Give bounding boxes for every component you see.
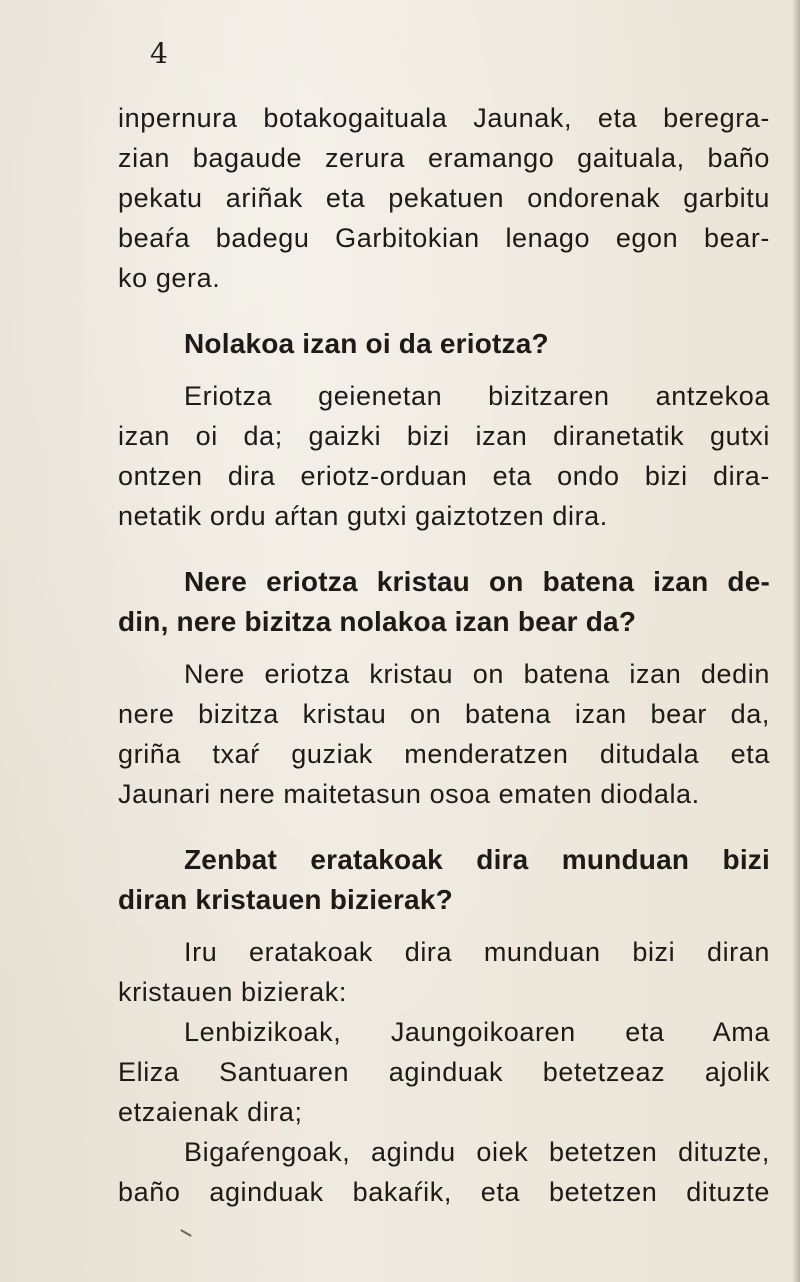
question-heading-3 — [118, 840, 770, 920]
heading-line: Zenbat eratakoak dira munduan bizi — [184, 844, 770, 875]
text-line: Eriotza geienetan bizitzaren antzekoa — [184, 381, 770, 411]
text-line: izan oi da; gaizki bizi izan diranetatik gutxi — [118, 421, 770, 451]
text-line: Bigaŕengoak, agindu oiek betetzen dituzte, — [184, 1137, 770, 1167]
page-body — [118, 98, 770, 1212]
page-number: 4 — [150, 37, 168, 70]
paragraph-6 — [118, 1132, 770, 1212]
text-line: ko gera. — [118, 263, 221, 293]
page-edge-shadow — [792, 0, 800, 1282]
text-line: Nere eriotza kristau on batena izan dedin — [184, 659, 770, 689]
paragraph-1 — [118, 98, 770, 298]
text-line: beaŕa badegu Garbitokian lenago egon bear- — [118, 223, 770, 253]
text-line: ontzen dira eriotz-orduan eta ondo bizi dira- — [118, 461, 770, 491]
heading-line: diran kristauen bizierak? — [118, 884, 453, 915]
text-line: Lenbizikoak, Jaungoikoaren eta Ama — [184, 1017, 770, 1047]
text-line: Jaunari nere maitetasun osoa ematen diodala. — [118, 779, 700, 809]
text-line: zian bagaude zerura eramango gaituala, baño — [118, 143, 770, 173]
text-line: Eliza Santuaren aginduak betetzeaz ajolik — [118, 1057, 770, 1087]
heading-line: din, nere bizitza nolakoa izan bear da? — [118, 606, 637, 637]
paragraph-4 — [118, 932, 770, 1012]
heading-line: Nere eriotza kristau on batena izan de- — [184, 566, 770, 597]
question-heading-1 — [118, 324, 770, 364]
text-line: netatik ordu aŕtan gutxi gaiztotzen dira. — [118, 501, 608, 531]
text-line: baño aginduak bakaŕik, eta betetzen dituzte — [118, 1177, 770, 1207]
text-line: griña txaŕ guziak menderatzen ditudala eta — [118, 739, 770, 769]
heading-line: Nolakoa izan oi da eriotza? — [184, 328, 549, 359]
text-line: inpernura botakogaituala Jaunak, eta beregra- — [118, 103, 770, 133]
text-line: nere bizitza kristau on batena izan bear da, — [118, 699, 770, 729]
ink-mark — [180, 1229, 191, 1237]
paragraph-3 — [118, 654, 770, 814]
question-heading-2 — [118, 562, 770, 642]
text-line: kristauen bizierak: — [118, 977, 347, 1007]
text-line: Iru eratakoak dira munduan bizi diran — [184, 937, 770, 967]
paragraph-5 — [118, 1012, 770, 1132]
text-line: etzaienak dira; — [118, 1097, 303, 1127]
paragraph-2 — [118, 376, 770, 536]
text-line: pekatu ariñak eta pekatuen ondorenak garbitu — [118, 183, 770, 213]
